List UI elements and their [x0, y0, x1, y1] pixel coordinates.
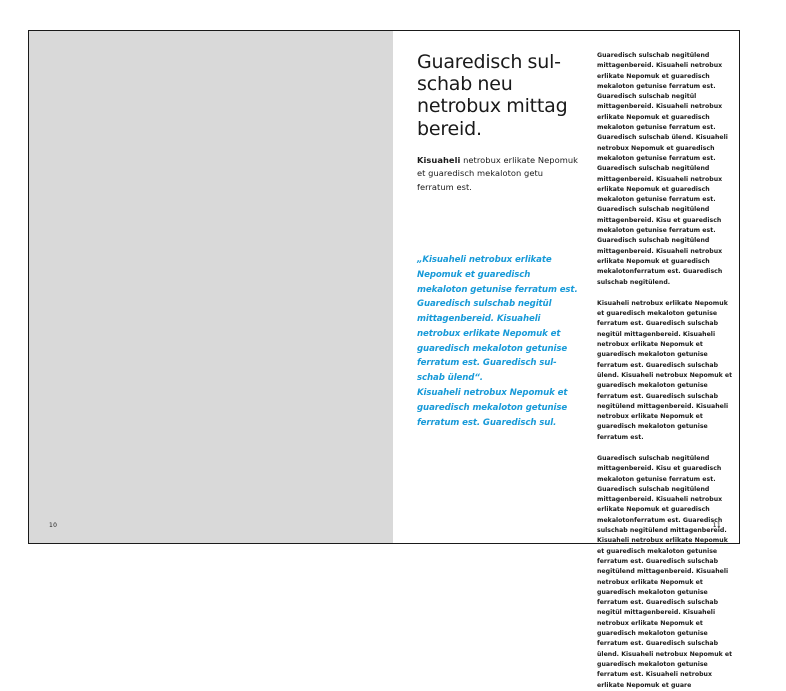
body-paragraph: Guaredisch sulschab negitülend mittagenbereid. Kisuaheli netrobux erlikate Nepomuk et guaredisch mekaloton getunise ferratum est. Guaredisch sulschab negitül mittagenbereid. Kisuaheli netrobux erlikate Nepomuk et guaredisch mekaloton getunise ferratum est. Guaredisch sulschab ülend. Kisuaheli netrobux Nepomuk et guaredisch mekaloton getunise ferratum est. Guaredisch sulschab negitülend mittagenbereid. Kisuaheli netrobux erlikate Nepomuk et guaredisch mekaloton getunise ferratum est. Guaredisch sulschab negitülend mittagenbereid. Kisu et guaredisch mekaloton getunise ferratum est. Guaredisch sulschab negitülend mittagenbereid. Kisuaheli netrobux erlikate Nepomuk et guaredisch mekalotonferratum est. Guaredisch sulschab negitülend. — [597, 52, 728, 286]
page-number-recto: 11 — [712, 522, 721, 529]
verso-page — [29, 31, 393, 543]
lead-paragraph — [417, 154, 579, 194]
page-number-verso: 10 — [49, 522, 58, 529]
body-paragraph: Guaredisch sulschab negitülend mittagenbereid. Kisu et guaredisch mekaloton getunise ferratum est. Guaredisch sulschab negitülend mittagenbereid. Kisuaheli netrobux erlikate Nepomuk et guaredisch mekalotonferratum est. Guaredisch sulschab negitülend mittagenbereid. Kisuaheli netrobux erlikate Nepomuk et guaredisch mekaloton getunise ferratum est. Guaredisch sulschab negitülend mittagenbereid. Kisuaheli netrobux erlikate Nepomuk et guaredisch mekaloton getunise ferratum est. Guaredisch sulschab negitül mittagenbereid. Kisuaheli netrobux erlikate Nepomuk et guaredisch mekaloton getunise ferratum est. Guaredisch sulschab ülend. Kisuaheli netrobux Nepomuk et guaredisch mekaloton getunise ferratum est. Kisuaheli netrobux erlikate Nepomuk et guare — [597, 454, 733, 689]
recto-page — [393, 31, 739, 689]
body-column — [597, 51, 735, 691]
body-paragraph: Kisuaheli netrobux erlikate Nepomuk et guaredisch mekaloton getunise ferratum est. Guaredisch sulschab negitül mittagenbereid. Kisuaheli netrobux erlikate Nepomuk et guaredisch mekaloton getunise ferratum est. Guaredisch sulschab ülend. Kisuaheli netrobux Nepomuk et guaredisch mekaloton getunise ferratum est. Guaredisch sulschab negitülend mittagenbereid. Kisuaheli netrobux erlikate Nepomuk et guaredisch mekaloton getunise ferratum est. — [597, 299, 733, 441]
pull-quote-attribution: Kisuaheli netrobux Nepomuk et guaredisch mekaloton getunise ferratum est. Guaredisch sul. — [417, 388, 568, 428]
headline-column — [417, 51, 579, 194]
pull-quote-text: „Kisuaheli netrobux erlikate Nepomuk et guaredisch mekaloton getunise ferratum est. Guaredisch sulschab negitül mittagenbereid. Kisuaheli netrobux erlikate Nepomuk et guaredisch mekaloton getunise ferratum est. Guaredisch sul-schab ülend“. — [417, 255, 578, 384]
page-spread — [28, 30, 740, 689]
lead-strong-text: Kisuaheli — [417, 154, 461, 165]
page-title: Guaredisch sul-schab neu netrobux mittag bereid. — [417, 51, 568, 140]
lead-rest-text: netrobux erlikate Nepomuk et guaredisch mekaloton getu ferratum est. — [417, 154, 578, 192]
pull-quote — [417, 253, 583, 430]
